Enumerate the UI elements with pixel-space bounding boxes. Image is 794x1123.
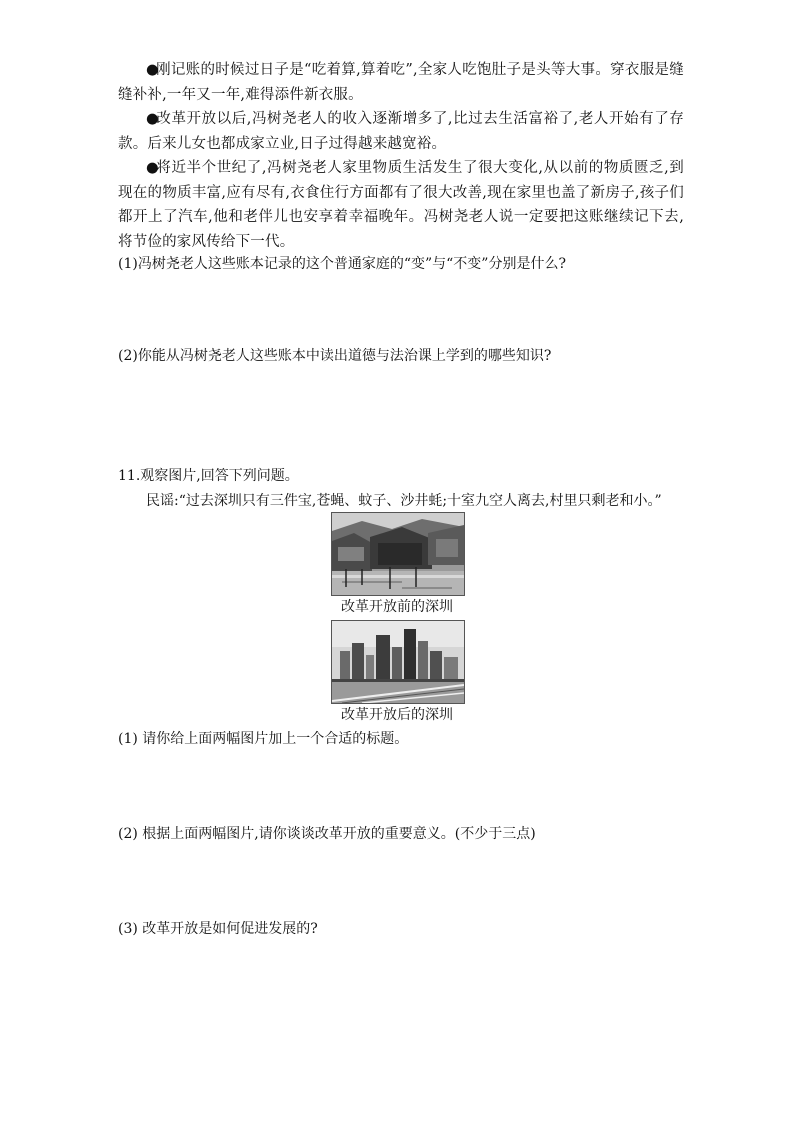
q11-sub3: (3) 改革开放是如何促进发展的? (118, 921, 318, 937)
q11-sub1: (1) 请你给上面两幅图片加上一个合适的标题。 (118, 731, 409, 747)
story-text-1: 刚记账的时候过日子是“吃着算,算着吃”,全家人吃饱肚子是头等大事。穿衣服是缝缝补补,一年又一年,难得添件新衣服。 (118, 62, 684, 103)
caption-before: 改革开放前的深圳 (341, 599, 453, 615)
q11-sub2: (2) 根据上面两幅图片,请你谈谈改革开放的重要意义。(不少于三点) (118, 826, 536, 842)
story-text-3: 将近半个世纪了,冯树尧老人家里物质生活发生了很大变化,从以前的物质匮乏,到现在的物质丰富,应有尽有,衣食住行方面都有了很大改善,现在家里也盖了新房子,孩子们都开上了汽车,他和老伴儿也安享着幸福晚年。冯树尧老人说一定要把这账继续记下去,将节俭的家风传给下一代。 (118, 160, 684, 250)
q11-title: 11.观察图片,回答下列问题。 (118, 468, 299, 484)
bullet: ● (146, 160, 159, 176)
bullet: ● (146, 111, 159, 127)
story-text-2: 改革开放以后,冯树尧老人的收入逐渐增多了,比过去生活富裕了,老人开始有了存款。后来儿女也都成家立业,日子过得越来越宽裕。 (118, 111, 684, 152)
caption-after: 改革开放后的深圳 (341, 707, 453, 723)
bullet: ● (146, 62, 159, 78)
photo-before-image (332, 513, 464, 595)
photo-after-image (332, 621, 464, 703)
story-paragraph-1 (118, 58, 684, 107)
photo-shenzhen-after (331, 620, 465, 704)
q11-ballad: 民谣:“过去深圳只有三件宝,苍蝇、蚊子、沙井蚝;十室九空人离去,村里只剩老和小。” (146, 493, 662, 509)
q10-sub2: (2)你能从冯树尧老人这些账本中读出道德与法治课上学到的哪些知识? (118, 348, 552, 364)
story-paragraph-3 (118, 156, 684, 254)
photo-shenzhen-before (331, 512, 465, 596)
story-paragraph-2 (118, 107, 684, 156)
q10-sub1: (1)冯树尧老人这些账本记录的这个普通家庭的“变”与“不变”分别是什么? (118, 256, 566, 272)
